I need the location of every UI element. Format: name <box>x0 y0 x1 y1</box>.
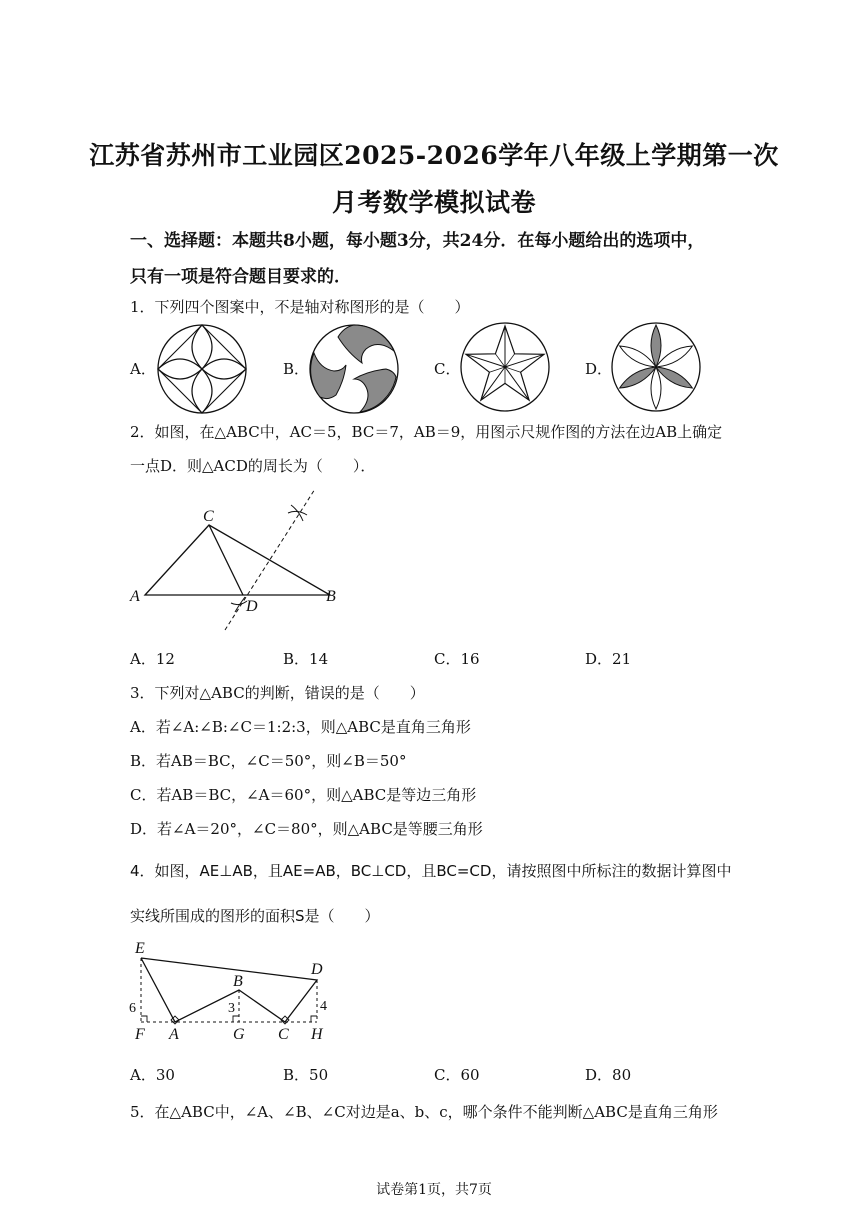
question-4-option-a: A．30 <box>130 1066 175 1084</box>
figure-label-c: C <box>278 1026 289 1043</box>
figure-label-a: A <box>130 588 140 605</box>
question-3-option-c: C．若AB＝BC，∠A＝60°，则△ABC是等边三角形 <box>130 786 477 804</box>
question-3-stem: 3．下列对△ABC的判断，错误的是（ ） <box>130 684 425 702</box>
page-footer: 试卷第1页，共7页 <box>376 1182 492 1198</box>
figure-label-b: B <box>326 588 336 605</box>
question-3-option-b: B．若AB＝BC，∠C＝50°，则∠B＝50° <box>130 752 407 770</box>
page-title-line1: 江苏省苏州市工业园区2025-2026学年八年级上学期第一次 <box>89 141 779 170</box>
page-title-line2: 月考数学模拟试卷 <box>331 188 536 217</box>
question-4-figure <box>125 938 340 1048</box>
figure-label-e: E <box>135 940 145 957</box>
figure-label-b: B <box>233 973 243 990</box>
figure-label-d: D <box>246 598 258 615</box>
question-4-option-c: C．60 <box>434 1066 480 1084</box>
star-circle-icon <box>459 321 551 413</box>
figure-label-c: C <box>203 508 214 525</box>
section-heading-line2: 只有一项是符合题目要求的． <box>130 267 351 287</box>
question-4-stem-line2: 实线所围成的图形的面积S是（ ） <box>130 907 380 925</box>
figure-label-6: 6 <box>129 1001 136 1016</box>
question-1-option-b: B． <box>283 360 310 378</box>
question-1-option-c: C． <box>434 360 461 378</box>
question-1-stem: 1．下列四个图案中，不是轴对称图形的是（ ） <box>130 298 470 316</box>
question-2-option-c: C．16 <box>434 650 480 668</box>
figure-label-a: A <box>169 1026 179 1043</box>
question-4-option-b: B．50 <box>283 1066 329 1084</box>
question-2-stem-line1: 2．如图，在△ABC中，AC＝5，BC＝7，AB＝9，用图示尺规作图的方法在边AB上确定 <box>130 423 723 441</box>
flower-circle-icon <box>610 321 702 413</box>
figure-label-d: D <box>311 961 323 978</box>
section-heading-line1: 一、选择题：本题共8小题，每小题3分，共24分．在每小题给出的选项中， <box>130 231 705 251</box>
question-4-stem-line1: 4．如图，AE⊥AB，且AE=AB，BC⊥CD，且BC=CD，请按照图中所标注的数据计算图中 <box>130 862 732 880</box>
figure-label-h: H <box>311 1026 323 1043</box>
question-2-option-d: D．21 <box>585 650 632 668</box>
question-2-option-b: B．14 <box>283 650 329 668</box>
question-2-stem-line2: 一点D．则△ACD的周长为（ ）． <box>130 457 376 475</box>
question-1-option-a: A． <box>130 360 156 378</box>
question-5-stem: 5．在△ABC中，∠A、∠B、∠C对边是a、b、c，哪个条件不能判断△ABC是直角三角形 <box>130 1103 718 1121</box>
figure-label-f: F <box>135 1026 145 1043</box>
four-petal-circle-icon <box>156 323 248 415</box>
question-3-option-d: D．若∠A＝20°，∠C＝80°，则△ABC是等腰三角形 <box>130 820 483 838</box>
question-2-option-a: A．12 <box>130 650 175 668</box>
figure-label-4: 4 <box>320 999 327 1014</box>
question-4-option-d: D．80 <box>585 1066 632 1084</box>
question-1-option-d: D． <box>585 360 613 378</box>
tomoe-circle-icon <box>308 323 400 415</box>
question-3-option-a: A．若∠A:∠B:∠C＝1:2:3，则△ABC是直角三角形 <box>130 718 471 736</box>
figure-label-3: 3 <box>228 1001 235 1016</box>
figure-label-g: G <box>233 1026 245 1043</box>
question-2-figure <box>125 485 355 635</box>
